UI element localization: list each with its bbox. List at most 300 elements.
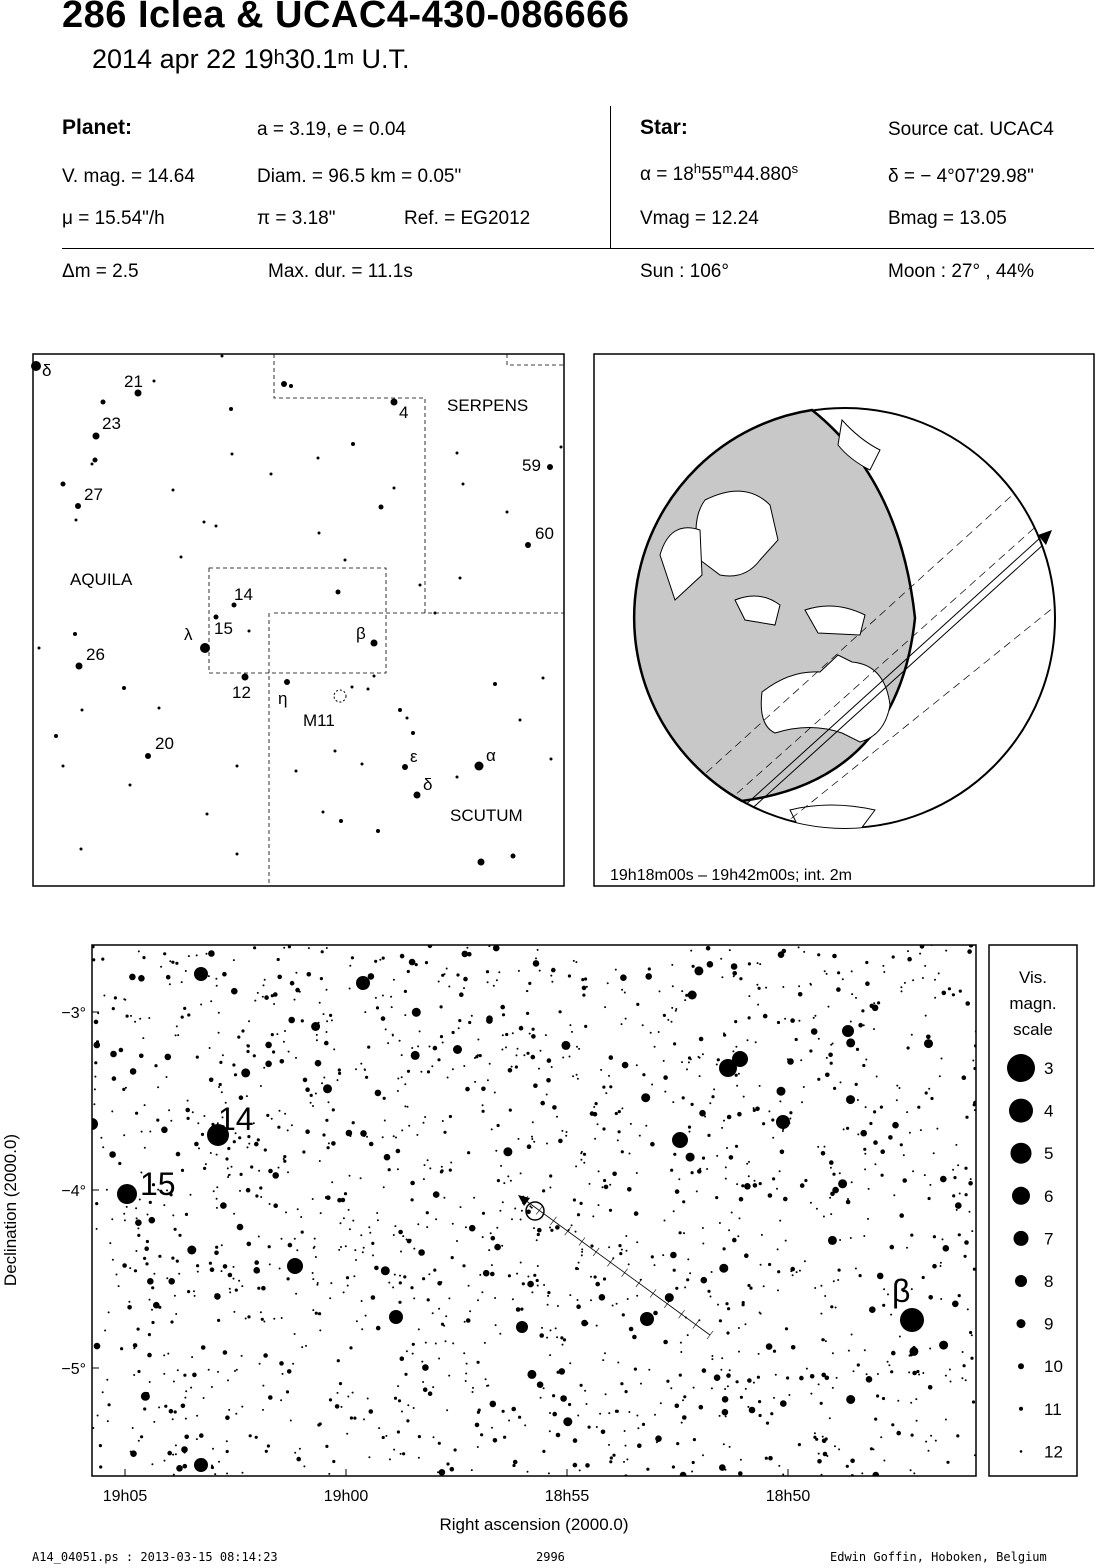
chart-star	[185, 1418, 187, 1420]
chart-star	[142, 1037, 144, 1039]
chart-star	[917, 1106, 920, 1109]
chart-star	[295, 988, 300, 993]
chart-star	[810, 1393, 812, 1395]
chart-star	[621, 1023, 623, 1025]
chart-star	[347, 1396, 349, 1398]
bright-star-12	[194, 1458, 208, 1472]
chart-star	[859, 1274, 862, 1277]
chart-star	[910, 1402, 912, 1404]
chart-star	[211, 1465, 213, 1467]
chart-star	[192, 1111, 194, 1113]
chart-star	[763, 1014, 768, 1019]
chart-star	[287, 1171, 289, 1173]
chart-star	[516, 1273, 518, 1275]
chart-star	[956, 1209, 958, 1211]
chart-star	[612, 1454, 615, 1457]
chart-star	[546, 1094, 548, 1096]
chart-star	[822, 1436, 824, 1438]
chart-star	[584, 1390, 586, 1392]
chart-star	[789, 1118, 791, 1120]
chart-star	[141, 1131, 143, 1133]
chart-star	[969, 1211, 971, 1213]
chart-star	[146, 1240, 149, 1243]
chart-star	[535, 957, 537, 959]
chart-star	[785, 1240, 787, 1242]
chart-star	[319, 1329, 321, 1331]
chart-star	[185, 1108, 190, 1113]
chart-star	[608, 1444, 610, 1446]
chart-star	[512, 1464, 515, 1467]
chart-star	[622, 1313, 625, 1316]
chart-star	[312, 1272, 314, 1274]
star-source: Source cat. UCAC4	[888, 119, 1054, 140]
chart-star	[725, 1302, 728, 1305]
chart-star	[489, 1063, 491, 1065]
chart-star	[833, 1280, 835, 1282]
chart-star	[174, 1295, 176, 1297]
chart-star	[112, 1259, 114, 1261]
chart-star	[967, 1308, 969, 1310]
chart-star	[714, 1374, 721, 1381]
chart-star	[719, 1264, 728, 1273]
chart-star	[814, 1287, 816, 1289]
chart-star	[169, 1409, 174, 1414]
chart-star	[423, 1387, 428, 1392]
chart-star	[820, 1402, 823, 1405]
chart-star	[518, 1138, 520, 1140]
chart-star	[471, 1015, 473, 1017]
chart-star	[151, 1321, 154, 1324]
chart-star	[616, 1303, 618, 1305]
chart-star	[491, 1128, 493, 1130]
chart-star	[828, 1006, 830, 1008]
chart-star	[292, 1363, 294, 1365]
chart-star	[398, 1230, 403, 1235]
chart-star	[675, 1404, 680, 1409]
chart-star	[326, 1020, 328, 1022]
chart-star	[208, 1369, 210, 1371]
chart-star	[681, 990, 683, 992]
chart-star	[846, 1038, 855, 1047]
chart-star	[632, 1335, 637, 1340]
chart-star	[154, 1064, 157, 1067]
chart-star	[374, 960, 377, 963]
chart-star	[814, 1015, 816, 1017]
chart-star	[329, 1297, 331, 1299]
chart-star	[133, 1347, 135, 1349]
chart-star	[481, 1291, 483, 1293]
chart-star	[602, 1186, 604, 1188]
chart-star	[471, 1469, 473, 1471]
chart-star	[233, 1140, 236, 1143]
chart-star	[167, 1451, 172, 1456]
chart-star	[744, 1253, 749, 1258]
finder-label-3: 27	[84, 485, 103, 504]
chart-star	[424, 1164, 426, 1166]
chart-star	[220, 1202, 227, 1209]
chart-star	[795, 1038, 798, 1041]
chart-star	[899, 1087, 901, 1089]
chart-star	[605, 1092, 607, 1094]
chart-star	[965, 1193, 968, 1196]
chart-star	[246, 1050, 249, 1053]
chart-star	[139, 1018, 141, 1020]
chart-star	[890, 1314, 892, 1316]
chart-star	[833, 1087, 836, 1090]
chart-star	[323, 1013, 325, 1015]
chart-star	[363, 1418, 365, 1420]
chart-star	[782, 986, 784, 988]
chart-star	[181, 1169, 184, 1172]
chart-star	[216, 1207, 218, 1209]
chart-star	[448, 986, 450, 988]
chart-star	[262, 1385, 264, 1387]
chart-star	[210, 1000, 212, 1002]
chart-star	[626, 1250, 628, 1252]
chart-star	[874, 1163, 876, 1165]
chart-star	[971, 1230, 973, 1232]
chart-star	[241, 1068, 250, 1077]
chart-star	[181, 981, 183, 983]
chart-star	[565, 1135, 567, 1137]
chart-star	[682, 1415, 687, 1420]
chart-star	[754, 1180, 756, 1182]
chart-star	[683, 1395, 686, 1398]
chart-star	[738, 1073, 740, 1075]
chart-star	[552, 1412, 557, 1417]
chart-star	[882, 1397, 885, 1400]
chart-star	[360, 1063, 362, 1065]
chart-star	[228, 1273, 233, 1278]
chart-star	[953, 1176, 956, 1179]
chart-star	[938, 972, 940, 974]
chart-star	[290, 1420, 292, 1422]
chart-star	[111, 1218, 113, 1220]
chart-star	[163, 952, 166, 955]
chart-star	[609, 1055, 614, 1060]
chart-star	[909, 1355, 911, 1357]
chart-star	[390, 996, 392, 998]
chart-star	[746, 1163, 748, 1165]
chart-star	[778, 1465, 780, 1467]
chart-star	[559, 1368, 566, 1375]
chart-star	[241, 1285, 243, 1287]
chart-star	[920, 1129, 922, 1131]
chart-star	[541, 1327, 543, 1329]
globe-caption: 19h18m00s – 19h42m00s; int. 2m	[610, 867, 852, 884]
chart-star	[943, 1245, 950, 1252]
chart-star	[477, 1411, 480, 1414]
chart-star	[559, 1010, 562, 1013]
chart-star	[147, 1214, 149, 1216]
chart-star	[948, 987, 951, 990]
chart-star	[916, 1420, 918, 1422]
chart-star	[798, 985, 800, 987]
chart-star	[257, 1270, 260, 1273]
chart-star	[590, 1276, 592, 1278]
chart-star	[648, 967, 651, 970]
chart-star	[934, 997, 936, 999]
chart-star	[497, 1179, 500, 1182]
chart-star	[433, 1191, 440, 1198]
bright-star-14	[842, 1025, 854, 1037]
chart-star	[959, 1193, 961, 1195]
chart-star	[277, 975, 282, 980]
chart-star	[832, 1173, 835, 1176]
chart-star	[645, 1125, 647, 1127]
finder-label-18: α	[486, 746, 496, 765]
chart-star	[219, 1061, 222, 1064]
chart-star	[930, 1435, 932, 1437]
chart-star	[153, 1421, 155, 1423]
chart-star	[194, 1295, 196, 1297]
chart-star	[288, 945, 291, 948]
chart-star	[520, 1172, 522, 1174]
chart-star	[392, 1286, 394, 1288]
chart-star	[508, 1068, 513, 1073]
chart-star	[404, 1105, 406, 1107]
finder-label-10: η	[278, 689, 288, 708]
chart-star	[493, 985, 495, 987]
chart-star	[264, 979, 266, 981]
chart-star	[172, 1418, 174, 1420]
chart-star	[702, 1053, 704, 1055]
chart-star	[410, 1286, 413, 1289]
chart-star	[928, 1450, 930, 1452]
chart-star	[768, 1263, 771, 1266]
chart-star	[495, 1150, 497, 1152]
chart-star	[880, 1276, 883, 1279]
chart-star	[620, 974, 627, 981]
chart-star	[401, 1129, 403, 1131]
chart-star	[469, 1225, 476, 1232]
chart-star	[907, 1046, 910, 1049]
chart-star	[945, 1419, 947, 1421]
time-suffix: U.T.	[354, 44, 410, 74]
chart-star	[911, 1034, 913, 1036]
chart-star	[350, 1416, 353, 1419]
chart-star	[727, 1116, 729, 1118]
chart-star	[577, 1299, 579, 1301]
chart-star	[595, 1282, 600, 1287]
chart-star	[474, 1081, 476, 1083]
chart-star	[583, 1162, 585, 1164]
chart-star	[397, 1430, 400, 1433]
chart-star	[964, 1167, 967, 1170]
chart-star	[586, 1403, 588, 1405]
chart-star	[319, 1160, 321, 1162]
chart-star	[138, 950, 140, 952]
chart-star	[929, 1184, 931, 1186]
path-tick	[636, 1279, 642, 1287]
chart-star	[699, 1075, 701, 1077]
legend-dot-4	[1009, 1099, 1033, 1123]
chart-star	[393, 1234, 395, 1236]
chart-star	[465, 1380, 467, 1382]
chart-star	[922, 977, 924, 979]
chart-star	[218, 1461, 220, 1463]
chart-star	[294, 1333, 296, 1335]
chart-star	[555, 1225, 560, 1230]
chart-star	[349, 1346, 352, 1349]
chart-star	[316, 1284, 318, 1286]
chart-star	[663, 1014, 666, 1017]
chart-star	[749, 1407, 756, 1414]
chart-star	[465, 1087, 470, 1092]
chart-star	[346, 1276, 349, 1279]
chart-star	[958, 1294, 961, 1297]
chart-star	[543, 1387, 545, 1389]
chart-star	[699, 1110, 706, 1117]
chart-star	[464, 1321, 466, 1323]
chart-star	[277, 1126, 280, 1129]
chart-star	[660, 1402, 662, 1404]
chart-star	[784, 1018, 786, 1020]
chart-star	[963, 1364, 966, 1367]
chart-star	[945, 950, 947, 952]
chart-star	[561, 1041, 570, 1050]
chart-star	[723, 1120, 725, 1122]
chart-star	[197, 1271, 199, 1273]
chart-star	[491, 1427, 493, 1429]
chart-star	[911, 1434, 914, 1437]
chart-star	[456, 973, 459, 976]
chart-star	[316, 1039, 318, 1041]
chart-star	[690, 1058, 692, 1060]
chart-star	[973, 1268, 976, 1271]
chart-star	[442, 1042, 444, 1044]
chart-star	[247, 1242, 252, 1247]
chart-star	[508, 1420, 510, 1422]
chart-star	[512, 1298, 514, 1300]
chart-star	[595, 1102, 598, 1105]
chart-star	[952, 993, 955, 996]
chart-star	[296, 1457, 301, 1462]
chart-star	[402, 1452, 405, 1455]
legend-title-2: scale	[1013, 1020, 1053, 1039]
chart-star	[521, 1210, 523, 1212]
chart-star	[776, 1188, 778, 1190]
chart-star	[763, 1285, 765, 1287]
chart-star	[280, 1399, 282, 1401]
chart-star	[796, 1271, 798, 1273]
chart-star	[874, 1418, 877, 1421]
chart-star	[501, 1049, 503, 1051]
chart-star	[757, 1004, 759, 1006]
chart-star	[907, 957, 912, 962]
chart-star	[693, 1438, 696, 1441]
chart-star	[846, 1095, 855, 1104]
chart-star	[183, 1007, 186, 1010]
chart-star	[702, 1454, 704, 1456]
chart-star	[561, 1130, 563, 1132]
chart-star	[314, 1238, 316, 1240]
chart-star	[596, 1325, 598, 1327]
chart-star	[258, 1170, 260, 1172]
chart-star	[407, 1070, 410, 1073]
chart-star	[670, 1252, 677, 1259]
chart-star	[163, 1354, 165, 1356]
chart-star	[282, 1373, 284, 1375]
chart-star	[686, 1278, 689, 1281]
chart-star	[222, 972, 227, 977]
chart-star	[395, 1137, 397, 1139]
chart-star	[355, 1068, 357, 1070]
chart-star	[679, 1231, 682, 1234]
chart-star	[830, 1062, 833, 1065]
chart-star	[573, 1463, 578, 1468]
chart-star	[533, 1274, 536, 1277]
chart-star	[435, 1218, 437, 1220]
chart-star	[637, 1443, 642, 1448]
chart-star	[531, 1055, 536, 1060]
chart-star	[612, 1305, 614, 1307]
chart-star	[869, 1122, 872, 1125]
chart-star	[500, 1165, 502, 1167]
chart-star	[295, 1057, 297, 1059]
chart-star	[707, 1134, 710, 1137]
chart-star	[330, 1282, 332, 1284]
chart-star	[551, 981, 553, 983]
planet-ref: Ref. = EG2012	[404, 208, 531, 229]
chart-star	[680, 1351, 682, 1353]
chart-star	[221, 1091, 223, 1093]
chart-star	[439, 1469, 446, 1476]
chart-star	[153, 1273, 155, 1275]
chart-star	[912, 979, 914, 981]
chart-star	[734, 1020, 737, 1023]
chart-star	[134, 1269, 137, 1272]
chart-star	[432, 1386, 434, 1388]
chart-star	[908, 1371, 910, 1373]
bright-star-11	[640, 1312, 654, 1326]
chart-star	[477, 1446, 479, 1448]
chart-star	[627, 1187, 632, 1192]
chart-star	[771, 1118, 774, 1121]
finder-label-17: δ	[423, 775, 433, 794]
chart-star	[226, 1473, 228, 1475]
chart-star	[536, 1279, 539, 1282]
chart-star	[259, 1363, 261, 1365]
chart-star	[710, 1296, 712, 1298]
chart-star	[367, 1046, 370, 1049]
chart-star	[857, 1133, 859, 1135]
chart-star	[103, 995, 105, 997]
chart-star	[255, 1144, 257, 1146]
chart-star	[173, 1474, 175, 1476]
chart-star	[721, 1357, 723, 1359]
chart-star	[729, 1446, 731, 1448]
chart-star	[850, 1459, 855, 1464]
chart-star	[713, 1088, 715, 1090]
chart-star	[208, 950, 215, 957]
chart-star	[122, 1088, 125, 1091]
chart-star	[571, 1031, 573, 1033]
chart-star	[590, 1244, 593, 1247]
chart-star	[170, 1120, 172, 1122]
chart-star	[747, 1406, 749, 1408]
chart-star	[352, 1121, 355, 1124]
chart-star	[503, 1147, 512, 1156]
chart-star	[598, 1170, 600, 1172]
chart-star	[212, 1448, 214, 1450]
axis-tick-labels	[61, 1005, 810, 1505]
chart-star	[222, 1054, 224, 1056]
chart-star	[305, 1087, 310, 1092]
chart-star	[382, 1436, 385, 1439]
chart-star	[825, 1073, 830, 1078]
chart-star	[497, 1124, 500, 1127]
